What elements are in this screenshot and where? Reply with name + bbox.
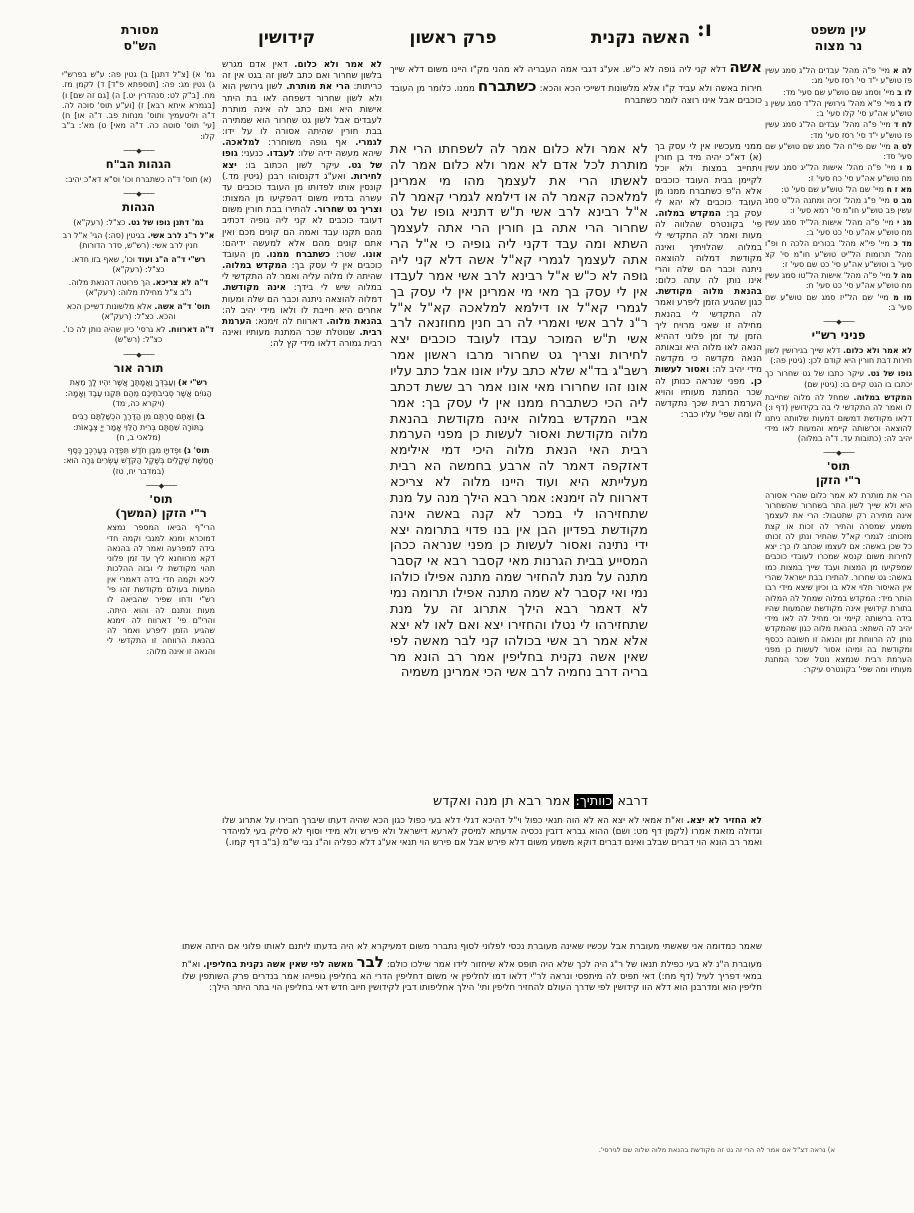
torah-or-entry <box>62 378 215 409</box>
entry-text: מיי' פ"ה מהל' אישות הל"טו סמג עשין מח טוש"ע אה"ע סי' כט סעי' ח: <box>765 271 912 291</box>
verse-source-tag: ב) <box>196 412 205 422</box>
gemara-text: לא אמר ולא כלום אמר לה לשפחתו הרי את מותרת לכל אדם לא אמר ולא כלום אמר לה לאשתו הרי את לעצמך מהו מי אמרינן למלאכה קאמר לה או דילמא לגמרי קאמר לה א"ל רבינא לרב אשי ת"ש דתניא גופו של גט שחרור הרי אתה בן חורין הרי אתה לעצמך השתא ומה עבד דקני ליה גופיה כי א"ל הרי אתה לעצמך לגמרי קא"ל אשה דלא קני ליה גופה לא כ"ש א"ל רבינא לרב אשי אמר לעבדו אין לי עסק בך מאי מי אמרינן אין לי עסק בך לגמרי קא"ל או דילמא למלאכה קא"ל א"ל ר"נ לרב אשי ואמרי לה רב חנין מחוזנאה לרב אשי ת"ש המוכר עבדו לעובד כוכבים יצא לחירות וצריך גט שחרור מרבו ראשון אמר רשב"ג בד"א שלא כתב עליו אונו אבל כתב עליו אונו זהו שחרורו מאי אונו אמר רב ששת דכתב ליה הכי כשתברח ממנו אין לי עסק בך: אמר אביי המקדש במלוה אינה מקודשת בהנאת מלוה מקודשת ואסור לעשות כן מפני הערמת רבית האי הנאת מלוה היכי דמי אילימא דאזקפה דאמר לה ארבע בחמשה הא רבית מעלייתא היא ועוד היינו מלוה לא צריכא דארווח לה זימנא: אמר רבא הילך מנה על מנת שתחזירהו לי במכר לא קנה באשה אינה מקודשת בפדיון הבן אין בנו פדוי בתרומה יצא ידי נתינה ואסור לעשות כן מפני שנראה ככהן המסייע בבית הגרנות מאי קסבר רבא אי קסבר מתנה על מנת להחזיר שמה מתנה אפילו כולהו נמי ואי קסבר לא שמה מתנה אפילו תרומה נמי לא דאמר רבא הילך אתרוג זה על מנת שתחזירהו לי נטלו והחזירו יצא ואם לאו לא יצא אלא אמר רב אשי בכולהו קני לבר מאשה לפי שאין אשה נקנית בחליפין אמר רב הונא מר בריה דרב נחמיה לרב אשי הכי אמרינן משמיה <box>390 142 648 681</box>
tosafot-dibur-pair <box>655 142 762 219</box>
divider-ornament: ────◆──── <box>123 189 154 198</box>
rashi-dibur: למלאכה. <box>222 138 260 149</box>
hagahot-habach-title: הגהות הב"ח <box>105 156 172 171</box>
entry-lead: ד"ה דארווח. <box>168 325 215 335</box>
rashi-dibur: הרי את מותרת. <box>286 82 350 93</box>
ein-mishpat-entry <box>765 88 912 98</box>
rashi-text: ואע"ג דקנסוהו רבנן (גיטין מד.) קונסין אותו לפדותו מן העובד כוכבים עד עשרה בדמיו משום דהפקיעו מן המצות: <box>222 171 382 205</box>
entry-number: מה ל <box>893 271 912 281</box>
entry-text: הך פרוטה דהנאת מלוה. נ"ב צ"ל מחילת מלוה: (רעק"א) <box>68 278 192 298</box>
entry-number: מג י <box>896 217 912 227</box>
daf-number: ו: <box>697 16 712 41</box>
entry-lead: המקדש במלוה. <box>853 392 912 402</box>
tosafot-text: וא"ת אמאי לא יצא הא לא הוה תנאי כפול וי"ל דהיכא דגלי דלא בעי כפול כגון הכא שהיה דעתו שיברך חבירו על אתרוג שלו וגדולה מזאת אמרו (לקמן דף מט: ושם) ההוא גברא דזבין נכסיה אדעתא למיסק לארעא דישראל ולא פירש ולא מידי וסוף לא סליק בעי למיהדר ואמר רב הונא הוי דברים שבלב ואינם דברים דוקא משמע משום דלא פירש אבל אם פירש הוי תנאי אע"ג דלא כפליה וה"נ גבי ש"מ (ב"ב דף קמו.) <box>222 816 762 849</box>
rashi-text: דאין אדם מגרש בלשון שחרור ואם כתב לשון זה בגט אין זה כריתות: <box>222 60 382 93</box>
tosafot-text: כגון שהגיע הזמן ליפרע ואמר לה התקדשי לי בהנאת מחילה זו שאני מרויח ליך הזמן עד זמן פלוני דההיא הנאה לאו מלוה היא ובאותה הנאה מקדשה כי מקדשה מידי יהיב לה: <box>655 298 762 376</box>
rashi-text: דמלוה להוצאה ניתנה וכבר הם שלה ומעות אחרים היא חייבת לו ולאו מידי יהיב לה: <box>222 294 382 316</box>
tosafot-text: מפני שנראה כנותן לה שכר המתנת מעותיו והויא הערמת רבית שכך נתקדשה לו ומה שפי' עליו כבר: <box>655 376 762 421</box>
torah-or-title: תורה אור <box>113 360 164 375</box>
rashi-text: שהיתה לו מלוה עליה ואמר לה התקדשי לי במלוה שיש לי בידך: <box>222 272 382 294</box>
entry-text: מיי' שם פי"ח הל' סמג שם טוש"ע שם סעי' סד: <box>765 141 912 162</box>
masechet-name: קידושין <box>258 28 316 48</box>
entry-lead: גופו של גט. <box>867 369 912 379</box>
tosafot-dibur-pair <box>655 209 762 286</box>
peninei-rashi-title: פניני רש"י <box>811 328 866 343</box>
entry-text: מיי' פי"א מהל' בכורים הלכה ח ופ"ו מהל' תרומות הל"יט טוש"ע חו"מ סי' קצ סעי' ב וטוש"ע אה"ע סי' כט שם סעי' ז: <box>765 239 912 269</box>
divider-ornament: ────◆──── <box>123 350 154 359</box>
tosafot-ri-title-line1: תוס' <box>826 459 851 474</box>
entry-number: מא ז ח <box>886 184 912 194</box>
peninei-rashi-entry <box>765 346 912 367</box>
rashi-text: לשון גירושין הוא ולא לשון שחרור דשפחה לאו בת היתר אישות היא ואם כתב לה אינה מותרת לעבדים אבל לשון גט שחרור הוא שמתירה בבת חורין שהיתה אסורה לו על ידו: <box>222 82 382 138</box>
entry-text: עיקר כתבו של גט שחרור כך יכתבו בו הגט קיים בו: (גיטין שם) <box>765 369 912 389</box>
ein-mishpat-entry <box>765 293 912 314</box>
page-header <box>258 28 690 48</box>
entry-text: מיי' פ"ה מהל' אישות הל"יג סמג עשין מח טוש"ע אה"ע סי' כח סעי' ז: <box>765 163 912 183</box>
entry-text: שמחל לה מלוה שחייבת לו ואמר לה התקדשי לי בה בקידושין (דף ו:) דלאו מקודשת דמשום דמעות שלוותה ניתנו להוצאה וכרשותה קיימא והמעות לאו מידי יהיב לה: (כתובות עד. ד"ה במלוה) <box>765 392 912 444</box>
tosafot-text: שאמר כמדומה אני שאשתי מעוברת אבל עכשיו שאינה מעוברת נכסי לפלוני לסוף נתברר משום דמעיקרא לא היה בדעתו ליתנם לאותו פלוני אם היתה אשתו מעוברת ה"נ לא בעי כפילת תנאו של ר"ג היה לכך שלא היה תופס אלא שיחזור לידו אמר שילכו כולם: <box>182 942 762 971</box>
rashi-dibur: יצא לחירות. <box>222 160 382 182</box>
rashi-dibur: אונו. <box>362 249 382 260</box>
tosafot-hemshech-text: הרי"ף הביאו המספר נמצא דמוכרא ומנא למגבי וקמה חדי בידה למפרעה ואמר לה בהנאה דקא מרווחנא ליך עד זמן פלוני תהוי מקודשת לי ובזה ההלכות ליכא וקמה חדי בידה דאמרי אין המעות בעולם מקודשת זהו פי' רש"י ודחו שפיר שהביאה לו מעות ונתנם לה והוא היתה. והרי"ם פי' דארווח לה זימנא שהגיע הזמן ליפרע ואמר לה בהנאת הרווחה זו התקדשי לי והנאה זו אינה מלוה: <box>107 523 215 656</box>
ein-mishpat-entry <box>765 163 912 184</box>
ein-mishpat-header <box>765 22 912 53</box>
entry-text: מיי' פ"ה מהל' עבדים הל"ג סמג עשין פז טוש"ע י"ד סי' רסז סעי' מג: <box>765 66 912 86</box>
entry-number: לז ג <box>897 98 912 108</box>
entry-number: לט ה <box>893 141 912 151</box>
ein-mishpat-entry <box>765 271 912 292</box>
ein-mishpat-entry <box>765 66 912 87</box>
entry-text: מיי' וסמג שם טוש"ע שם סעי' מד: <box>783 87 895 97</box>
rashi-text: מן העובד כוכבים אין לי עסק בך: <box>222 249 382 272</box>
right-margin-column <box>765 66 912 1144</box>
rashi-dibur-pair <box>252 317 382 327</box>
entry-text: אלא מלשונות דשייכן הכא והכא. כצ"ל: (רעק"א) <box>66 301 176 321</box>
hagahot-entry <box>62 325 215 346</box>
rashi-dibur: אינה מקודשת. <box>222 283 287 294</box>
gemara-tail-post: אמר רבא תן מנה ואקדש <box>432 794 575 810</box>
peninei-rashi-list <box>765 346 912 444</box>
masoret-header <box>80 22 200 53</box>
rashi-dibur: כשתברח ממנו. <box>266 249 331 260</box>
entry-number: מ ו <box>899 163 912 173</box>
perek-name: האשה נקנית <box>590 28 690 48</box>
tosafot-dibur: לא החזיר לא יצא. <box>686 816 762 826</box>
entry-text: וכו', שאף בזו חדא. כצ"ל: (רעק"א) <box>71 254 165 274</box>
ein-mishpat-entry <box>765 239 912 270</box>
verse-text: וְעַבְדְּךָ וַאֲמָתֶךָ אֲשֶׁר יִהְיוּ לָךְ מֵאֵת הַגּוֹיִם אֲשֶׁר סְבִיבֹתֵיכֶם מֵהֶם תִּקְנוּ עֶבֶד וְאָמָה: (ויקרא כה, מד) <box>65 378 212 408</box>
ein-mishpat-header-line2: נר מצוה <box>814 37 863 53</box>
ein-mishpat-entry <box>765 99 912 120</box>
rashi-dibur-pair <box>330 250 382 260</box>
gemara-last-lines <box>390 794 648 810</box>
divider-ornament: ────◆──── <box>145 481 177 490</box>
entry-text: מיי' פ"ג מהל' זכיה ומתנה הל"ט סמג עשין פב טוש"ע חו"מ סי' רמא סעי' ו: <box>765 196 912 216</box>
hagahot-entry <box>62 231 215 252</box>
rashi-dibur: בהנאת מלוה. <box>326 316 382 327</box>
verse-text: וּפְדוּיָו מִבֶּן חֹדֶשׁ תִּפְדֶּה בְּעֶרְכְּךָ כֶּסֶף חֲמֵשֶׁת שְׁקָלִים בְּשֶׁקֶל הַקֹּדֶשׁ עֶשְׂרִים גֵּרָה הוּא: (במדבר יח, טז) <box>63 446 214 476</box>
divider-ornament: ────◆──── <box>823 449 854 458</box>
hagahot-entry <box>62 255 215 276</box>
divider-ornament: ────◆──── <box>123 146 154 155</box>
tosafot-big-dibur: לבר <box>356 953 384 972</box>
hagahot-list <box>62 218 215 346</box>
entry-number: מו מ <box>893 292 912 302</box>
tosafot-ri-text: הרי את מותרת לא אמר כלום שהרי אסורה היא ולא שייך לשון התר בשחרור שהשחרור אינה מתירה רק שתטבול: הרי את לעצמך משמע שמסרה והתיר לה זכות או קצת מזכותו: לגמרי קא"ל שהתיר ונתן לה זכותו כל שכן באשה: אם לעצמו שכתב לו כך: יצא לחירות משום קנסא שמכרו לעובדי כוכבים שמפקיעו מן המצות ועבד שייך במצות כמו באשה: גט שחרור. להתירו בבת ישראל שהרי אין האיסור תלוי אלא בו וכיון שיצא מידי רבו הותר מיד: המקדש במלוה שמחל לה המלוה בתורת קידושין אינה מקודשת שהמעות שהיו בידה ברשותה קיימי וכי מחיל לה לאו מידי יהיב לה השתא: בהנאת מלוה כגון שהמקדש נותן לה הרווחת זמן והנאה זו חשובה ככסף ומקודשת בה ומיהו אסור לעשות כן מפני הערמת רבית שנמצא נוטל שכר המתנת מעותיו ומה שפי' בקונטרס עיקר: <box>765 490 912 675</box>
torah-or-entry <box>62 412 215 443</box>
divider-ornament: ────◆──── <box>823 318 854 327</box>
tosafot-dibur-pair <box>222 816 762 848</box>
entry-lead: א"ל ר"נ לרב אשי. <box>147 230 215 240</box>
tosafot-dibur: בהנאת מלוה מקודשת. <box>655 287 762 298</box>
entry-lead: ד"ה לא צריכא. <box>152 278 209 288</box>
entry-text: בגיטין (סה:) הגי' א"ל רב חנין לרב אשי: (רש"ש, סדר הדורות) <box>62 230 198 251</box>
ein-mishpat-entry <box>765 196 912 217</box>
entry-text: מיי' פ"א מהל' גירושין הל"ד סמג עשין נ טוש"ע אה"ע סי' קלו סעי' ב: <box>765 98 912 119</box>
perek-label: פרק ראשון <box>409 28 497 48</box>
ein-mishpat-list <box>765 66 912 313</box>
rashi-dibur: הערמת רבית. <box>222 316 382 339</box>
tosafot-text: וא"ת במאי דפריך לעיל (דף מח:) דאי תפיס לה מיתפסי ונראה לר"י דלאו דמו לחליפין אי משום דחליפין הדרי הא בחליפין גופייהו אמר בנדרים פרק השותפין שלו חליפין הוא ומדרבנן הוא דלא הוו קידושין לפי שדרך העולם להחזיר חליפין ותי' הילך אחליפותו דבין לקידושין חיוב חדש דאי בחליפין הוי בתר היתר הילך: <box>182 960 762 994</box>
tosafot-ri-title <box>765 460 912 488</box>
entry-lead: רש"י ד"ה ה"ג ועוד <box>137 254 206 264</box>
rashi-dibur: לא אמר ולא כלום. <box>294 60 382 70</box>
entry-lead: תוס' ד"ה אשה. <box>154 301 211 311</box>
ein-mishpat-entry <box>765 120 912 141</box>
tosafot-top-block <box>390 58 762 138</box>
entry-text: מיי' פ"ה מהל' עבדים הל"ג סמג עשין פז טוש"ע י"ד סי' רסז סעי' מד: <box>765 120 912 140</box>
tosafot-text: ממני מעכשיו אין לי עסק בך (א) דא"כ יהיה מיד בן חורין ויתחייב במצות ולא יוכל לקיימן בבית העובד כוכבים אלא ה"פ כשתברח ממנו מן העובד כוכבים לא יהא לי עסק בך: <box>655 142 762 220</box>
rashi-text: כנעני: <box>241 149 264 160</box>
entry-lead: גמ' דתנן גופו של גט. <box>127 217 204 227</box>
ein-mishpat-entry <box>765 218 912 239</box>
tosafot-dibur: המקדש במלוה. <box>655 209 721 220</box>
ein-mishpat-entry <box>765 185 912 195</box>
tosafot-text: פי' בקונטרס שהלווה לה מעות ואמר לה התקדשי לי במלוה שהלויתיך ואינה מקודשת דמלוה להוצאה ניתנה וכבר הם שלה והרי אינו נותן לה עתה כלום: <box>655 220 762 287</box>
tosafot-hemshech-section <box>107 481 215 657</box>
tosafot-right-column <box>655 142 762 810</box>
entry-number: לו ב <box>896 87 912 97</box>
verse-source-tag: תוס' ג) <box>183 446 210 456</box>
rashi-text: דארווח לה זימנא: <box>255 316 323 327</box>
peninei-rashi-entry <box>765 369 912 390</box>
gemara-highlighted-word: כוותיך: <box>575 794 613 810</box>
hagahot-entry <box>62 302 215 323</box>
entry-text: מיי' פ"ה מהל' אישות הל"יד סמג עשין מח טוש"ע אה"ע סי' כט סעי' ב: <box>765 217 912 237</box>
hagahot-entry <box>62 278 215 299</box>
tosafot-dibur-pair <box>655 287 762 375</box>
tosafot-dibur: ואסור לעשות כן. <box>655 365 762 387</box>
verse-text: וְאַתֶּם סַרְתֶּם מִן הַדֶּרֶךְ הִכְשַׁלְתֶּם רַבִּים בַּתּוֹרָה שִׁחַתֶּם בְּרִית הַלֵּוִי אָמַר יְיָ צְבָאוֹת: (מלאכי ב, ח) <box>72 412 204 442</box>
rashi-text: אף גופה משוחרר: <box>268 138 347 149</box>
ein-mishpat-entry <box>765 142 912 163</box>
masoret-text: גמ' א) [צ"ל דתנן] ב) גטין פה: ע"ש בפרש"י ג) גטין מג: פה: [תוספתא פ"ד] ד) לקמן מז. מח. [ב"ק לט: סנהדרין יט.] ה) [גם זה שם] ו) [בגמרא איתא רבא] ז) [וע"ע תוס' סוכה לה. ד"ה וליטעמיך ותוס' מנחות פב. ד"ה או] ח) [עי' תוס' סוטה כה. ד"ה מאי] ט) מא': ב"ב קלו: <box>62 70 215 141</box>
rashi-dibur: המקדש במלוה. <box>222 261 288 272</box>
rashi-text: שנוטלת שכר המתנת מעותיו ואינה רבית גמורה דלאו מידי קץ לה: <box>222 328 382 350</box>
entry-text: דלא שייך בגירושין לשון חירות דבת חורין היא קודם לכן: (גיטין פה:) <box>765 345 912 366</box>
tosafot-ri-title-line2: ר"י הזקן <box>815 473 862 488</box>
entry-text: לא גרסי' כיון שהיה נותן לה כו'. כצ"ל: (רש"ש) <box>62 325 166 345</box>
rashi-text: להתירו בבת חורין משום דעובד כוכבים לא קני ליה גופיה דכתיב מהם תקנו עבד ואמה הם קונים מכם ואין אתם קונים מהם אלא למעשה ידיהם: <box>222 205 382 249</box>
tosafot-hemshech-title <box>107 493 215 521</box>
torah-or-entry <box>62 446 215 477</box>
entry-text: מיי' שם הל"יז סמג שם טוש"ע שם סעי' ב: <box>765 292 912 312</box>
tosafot-hemshech-title-line1: תוס' <box>149 491 173 506</box>
gemara-tail-pre: דרבא <box>613 794 648 810</box>
rashi-dibur: לגמרי. <box>355 138 382 149</box>
rashi-text: שיהא מעשה ידיה שלו: <box>297 149 382 160</box>
rashi-dibur: וצריך גט שחרור. <box>314 205 382 216</box>
rashi-text: עיקר לשון הכתוב בו: <box>245 160 340 171</box>
entry-lead: לא אמר ולא כלום. <box>843 345 912 355</box>
hagahot-entry <box>62 218 215 228</box>
tosafot-dibur-kshetivrach: כשתברח <box>477 77 537 96</box>
tosafot-bottom-block-b <box>182 942 762 1140</box>
entry-number: לח ד <box>893 120 912 130</box>
entry-text: כצ"ל: (רעק"א) <box>73 217 126 227</box>
entry-number: מד כ <box>893 239 912 249</box>
rashi-dibur-pair <box>222 205 382 249</box>
entry-number: לה א <box>892 66 912 75</box>
torah-or-list <box>62 378 215 476</box>
tosafot-dibur-isha: אשה <box>729 58 762 76</box>
rashi-dibur-pair <box>238 149 295 159</box>
gemara-column <box>390 142 648 810</box>
rashi-dibur: לעבדו. <box>266 149 295 160</box>
hagahot-habach-text: (א) תוס' ד"ה כשתברח וכו' וס"א דא"כ יהיב: <box>65 174 212 184</box>
verse-source-tag: רש"י א) <box>177 378 208 388</box>
peninei-rashi-entry <box>765 393 912 444</box>
page-footnote: א) נראה דצ"ל אם אמר לה הרי זה גט זה מקודשת בהנאת מלוה שלוה שם לגירסי'. <box>598 1146 835 1154</box>
rashi-dibur-pair <box>260 138 382 148</box>
hagahot-title: הגהות <box>122 199 155 214</box>
tosafot-dibur: מאשה לפי שאין אשה נקנית בחליפין. <box>203 960 357 971</box>
rashi-dibur: גופו של גט. <box>222 149 382 171</box>
rashi-column <box>222 60 382 812</box>
tosafot-hemshech-title-line2: ר"י הזקן (המשך) <box>115 505 207 520</box>
masoret-header-line1: מסורת <box>121 22 159 37</box>
entry-number: מב ט <box>892 196 912 206</box>
tosafot-text-kshetivrach: ממנו. כלומר מן העובד כוכבים אבל אינו רוצה לומר כשתברח <box>390 84 762 107</box>
masoret-header-line2: הש"ס <box>123 37 157 53</box>
entry-text: מיי' שם הל' טוש"ע שם סעי' ט: <box>781 184 884 194</box>
ein-mishpat-header-line1: עין משפט <box>810 22 867 37</box>
rashi-text: שטר: <box>336 249 357 260</box>
tosafot-text-isha: דלא קני ליה גופה לא כ"ש. אע"ג דגבי אמה העבריה לא מהני מק"ו היינו משום דלא שייך חירות באשה ולא עביד ק"ו אלא מלשונות דשייכי הכא והכא: <box>390 65 762 95</box>
tosafot-bottom-block-a <box>222 816 762 940</box>
